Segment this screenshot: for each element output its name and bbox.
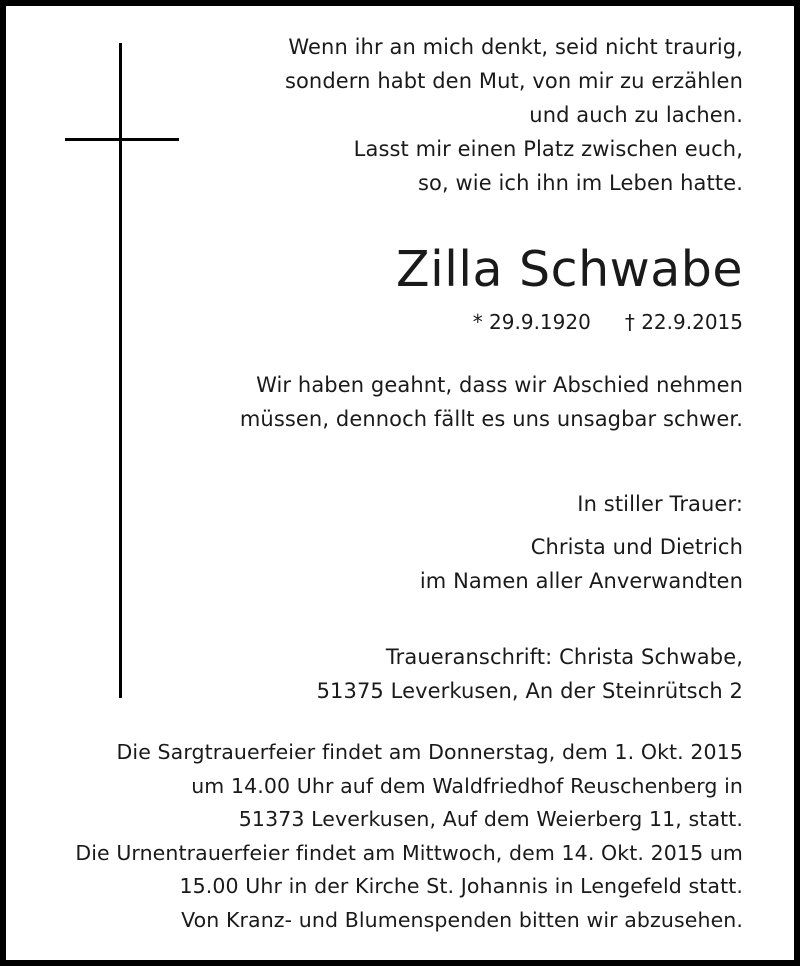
funeral-line: 15.00 Uhr in der Kirche St. Johannis in Lengefeld statt.: [179, 874, 743, 898]
address-line: 51375 Leverkusen, An der Steinrütsch 2: [316, 679, 743, 703]
farewell-line: müssen, dennoch fällt es uns unsagbar schwer.: [239, 407, 743, 431]
mourning-heading: [577, 487, 743, 521]
mourning-heading-text: In stiller Trauer:: [577, 492, 743, 516]
funeral-line: Die Sargtrauerfeier findet am Donnerstag, dem 1. Okt. 2015: [116, 740, 743, 764]
farewell-line: Wir haben geahnt, dass wir Abschied nehmen: [256, 373, 743, 397]
poem: [285, 30, 743, 200]
life-dates: [473, 307, 743, 337]
family-line: im Namen aller Anverwandten: [419, 569, 743, 593]
cross-horizontal-bar: [65, 138, 179, 141]
cross-vertical-bar: [119, 43, 122, 698]
poem-line: sondern habt den Mut, von mir zu erzählen: [284, 69, 743, 93]
deceased-name: Zilla Schwabe: [396, 241, 743, 298]
address-line: Traueranschrift: Christa Schwabe,: [385, 645, 743, 669]
poem-line: und auch zu lachen.: [529, 103, 743, 127]
poem-line: so, wie ich ihn im Leben hatte.: [417, 171, 743, 195]
farewell-text: [240, 368, 743, 436]
birth-date: * 29.9.1920: [472, 310, 591, 334]
mourning-address: [317, 640, 743, 708]
funeral-line: 51373 Leverkusen, Auf dem Weierberg 11, statt.: [238, 807, 743, 831]
poem-line: Lasst mir einen Platz zwischen euch,: [353, 137, 743, 161]
death-date: † 22.9.2015: [624, 310, 743, 334]
funeral-line: um 14.00 Uhr auf dem Waldfriedhof Reuschenberg in: [191, 773, 743, 798]
funeral-line: Von Kranz- und Blumenspenden bitten wir abzusehen.: [181, 907, 743, 932]
poem-line: Wenn ihr an mich denkt, seid nicht traurig,: [288, 35, 743, 59]
funeral-notice: [75, 736, 743, 937]
family-line: Christa und Dietrich: [530, 535, 743, 559]
family-signature: [420, 530, 743, 598]
funeral-line: Die Urnentrauerfeier findet am Mittwoch, dem 14. Okt. 2015 um: [75, 840, 743, 865]
